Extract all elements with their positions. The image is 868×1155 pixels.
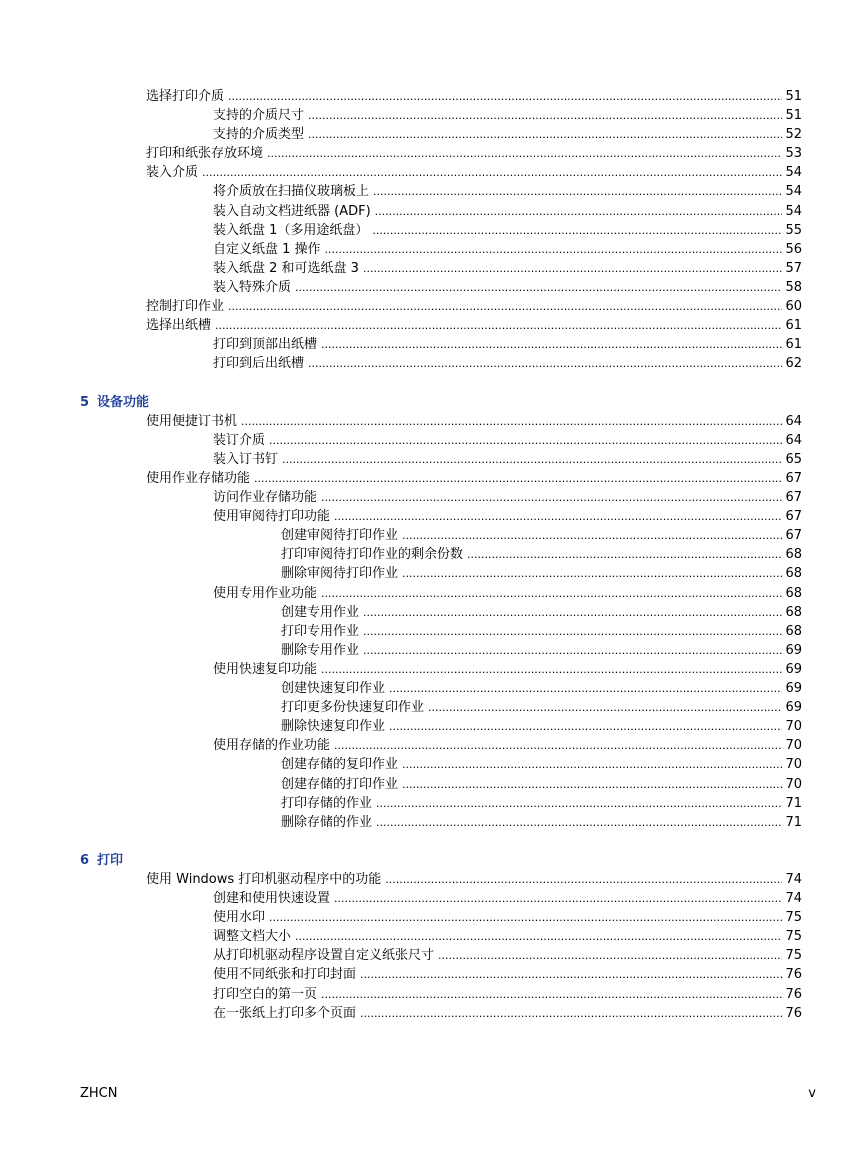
chapter-title: 打印 [97,852,124,868]
toc-entry-level-3[interactable] [281,813,802,832]
dot-leader [363,603,782,622]
dot-leader [228,297,782,316]
toc-entry-level-2[interactable] [213,182,802,201]
toc-entry-title: 打印和纸张存放环境 [146,146,264,161]
toc-entry-title: 装订介质 [213,433,266,448]
toc-entry-level-3[interactable] [281,526,802,545]
toc-entry-title: 使用专用作业功能 [213,586,318,601]
dot-leader [202,163,782,182]
dot-leader [321,488,782,507]
dot-leader [269,908,782,927]
toc-entry-level-1[interactable] [146,316,802,335]
dot-leader [389,717,782,736]
toc-entry-level-2[interactable] [213,946,802,965]
toc-entry-page: 64 [785,433,802,448]
toc-entry-page: 67 [785,490,802,505]
dot-leader [325,240,783,259]
toc-entry-title: 将介质放在扫描仪玻璃板上 [213,184,370,199]
dot-leader [402,526,782,545]
toc-entry-page: 74 [785,872,802,887]
toc-entry-page: 69 [785,681,802,696]
toc-entry-level-2[interactable] [213,240,802,259]
toc-entry-title: 装入介质 [146,165,199,180]
toc-entry-title: 删除专用作业 [281,643,360,658]
chapter-heading[interactable] [80,393,149,412]
toc-entry-level-2[interactable] [213,125,802,144]
toc-entry-page: 70 [785,777,802,792]
toc-entry-title: 打印存储的作业 [281,796,373,811]
toc-entry-page: 64 [785,414,802,429]
toc-entry-level-3[interactable] [281,717,802,736]
toc-entry-page: 53 [785,146,802,161]
dot-leader [467,545,782,564]
chapter-number: 5 [80,394,90,410]
dot-leader [321,335,782,354]
dot-leader [308,354,782,373]
toc-entry-level-3[interactable] [281,794,802,813]
dot-leader [375,202,783,221]
dot-leader [321,985,782,1004]
toc-entry-page: 54 [785,184,802,199]
toc-entry-page: 51 [785,108,802,123]
toc-entry-title: 打印更多份快速复印作业 [281,700,425,715]
toc-entry-page: 70 [785,757,802,772]
toc-entry-level-3[interactable] [281,641,802,660]
toc-entry-level-2[interactable] [213,584,802,603]
toc-entry-title: 使用作业存储功能 [146,471,251,486]
toc-entry-title: 使用快速复印功能 [213,662,318,677]
toc-entry-level-3[interactable] [281,698,802,717]
toc-entry-title: 打印到顶部出纸槽 [213,337,318,352]
dot-leader [241,412,782,431]
toc-entry-title: 使用存储的作业功能 [213,738,331,753]
dot-leader [269,431,782,450]
dot-leader [438,946,782,965]
toc-entry-level-3[interactable] [281,755,802,774]
dot-leader [295,927,782,946]
toc-entry-level-2[interactable] [213,927,802,946]
toc-entry-level-1[interactable] [146,412,802,431]
toc-entry-level-2[interactable] [213,908,802,927]
toc-entry-page: 67 [785,528,802,543]
dot-leader [363,641,782,660]
toc-entry-title: 装入纸盘 2 和可选纸盘 3 [213,261,359,276]
toc-entry-page: 69 [785,700,802,715]
toc-entry-level-3[interactable] [281,622,802,641]
toc-entry-page: 76 [785,967,802,982]
toc-entry-page: 68 [785,624,802,639]
toc-entry-title: 控制打印作业 [146,299,225,314]
toc-entry-level-2[interactable] [213,488,802,507]
toc-entry-title: 删除快速复印作业 [281,719,386,734]
toc-entry-title: 删除审阅待打印作业 [281,566,399,581]
toc-entry-level-2[interactable] [213,106,802,125]
dot-leader [385,870,782,889]
toc-entry-page: 71 [785,796,802,811]
dot-leader [360,965,782,984]
toc-entry-page: 68 [785,547,802,562]
toc-entry-page: 57 [785,261,802,276]
dot-leader [360,1004,782,1023]
toc-entry-title: 支持的介质尺寸 [213,108,305,123]
toc-entry-level-3[interactable] [281,564,802,583]
toc-entry-title: 使用水印 [213,910,266,925]
toc-entry-title: 打印专用作业 [281,624,360,639]
toc-entry-level-2[interactable] [213,354,802,373]
dot-leader [334,507,782,526]
toc-entry-level-1[interactable] [146,163,802,182]
dot-leader [267,144,782,163]
toc-entry-page: 76 [785,1006,802,1021]
toc-entry-title: 从打印机驱动程序设置自定义纸张尺寸 [213,948,435,963]
toc-entry-title: 使用便捷订书机 [146,414,238,429]
toc-entry-page: 75 [785,948,802,963]
toc-entry-title: 装入自动文档进纸器 (ADF) [213,204,371,219]
toc-entry-title: 自定义纸盘 1 操作 [213,242,321,257]
toc-entry-title: 创建存储的打印作业 [281,777,399,792]
dot-leader [363,259,783,278]
dot-leader [228,87,782,106]
toc-entry-level-2[interactable] [213,1004,802,1023]
toc-entry-title: 创建和使用快速设置 [213,891,331,906]
toc-entry-page: 58 [785,280,802,295]
toc-entry-page: 51 [785,89,802,104]
toc-entry-page: 55 [785,223,802,238]
chapter-title: 设备功能 [97,394,150,410]
dot-leader [376,794,782,813]
dot-leader [376,813,782,832]
dot-leader [308,106,782,125]
toc-entry-title: 调整文档大小 [213,929,292,944]
toc-entry-title: 选择打印介质 [146,89,225,104]
toc-entry-title: 打印审阅待打印作业的剩余份数 [281,547,464,562]
dot-leader [321,660,782,679]
toc-entry-page: 68 [785,586,802,601]
toc-entry-page: 61 [785,337,802,352]
toc-entry-title: 打印空白的第一页 [213,987,318,1002]
toc-entry-page: 56 [785,242,802,257]
toc-entry-page: 70 [785,719,802,734]
toc-entry-level-2[interactable] [213,736,802,755]
toc-entry-level-2[interactable] [213,431,802,450]
toc-entry-title: 使用不同纸张和打印封面 [213,967,357,982]
toc-entry-level-2[interactable] [213,278,802,297]
toc-entry-level-2[interactable] [213,335,802,354]
toc-entry-page: 62 [785,356,802,371]
toc-entry-title: 装入特殊介质 [213,280,292,295]
toc-entry-page: 75 [785,910,802,925]
dot-leader [389,679,782,698]
toc-entry-title: 在一张纸上打印多个页面 [213,1006,357,1021]
dot-leader [321,584,782,603]
toc-entry-title: 创建存储的复印作业 [281,757,399,772]
dot-leader [282,450,782,469]
dot-leader [295,278,782,297]
toc-entry-page: 75 [785,929,802,944]
toc-entry-page: 67 [785,471,802,486]
toc-entry-level-3[interactable] [281,603,802,622]
dot-leader [308,125,782,144]
dot-leader [334,889,782,908]
toc-entry-title: 删除存储的作业 [281,815,373,830]
toc-entry-level-2[interactable] [213,221,802,240]
footer-language-code: ZHCN [80,1086,118,1101]
toc-entry-level-1[interactable] [146,144,802,163]
toc-entry-title: 打印到后出纸槽 [213,356,305,371]
toc-entry-title: 创建审阅待打印作业 [281,528,399,543]
toc-entry-page: 68 [785,566,802,581]
dot-leader [215,316,782,335]
toc-entry-page: 74 [785,891,802,906]
toc-entry-level-3[interactable] [281,545,802,564]
toc-entry-title: 支持的介质类型 [213,127,305,142]
toc-entry-level-2[interactable] [213,889,802,908]
toc-entry-title: 使用 Windows 打印机驱动程序中的功能 [146,872,382,887]
dot-leader [428,698,782,717]
toc-entry-page: 76 [785,987,802,1002]
toc-entry-page: 61 [785,318,802,333]
dot-leader [373,182,782,201]
toc-entry-page: 54 [785,165,802,180]
dot-leader [402,755,782,774]
dot-leader [334,736,782,755]
toc-entry-page: 69 [785,662,802,677]
toc-entry-level-2[interactable] [213,450,802,469]
toc-entry-level-2[interactable] [213,965,802,984]
toc-entry-level-1[interactable] [146,87,802,106]
footer-page-number: v [808,1086,816,1101]
toc-entry-level-3[interactable] [281,679,802,698]
toc-entry-level-1[interactable] [146,870,802,889]
toc-entry-level-1[interactable] [146,469,802,488]
dot-leader [372,221,782,240]
toc-entry-page: 68 [785,605,802,620]
toc-entry-page: 67 [785,509,802,524]
toc-entry-page: 65 [785,452,802,467]
dot-leader [402,775,782,794]
toc-entry-title: 选择出纸槽 [146,318,212,333]
toc-entry-level-2[interactable] [213,985,802,1004]
toc-entry-level-2[interactable] [213,259,802,278]
toc-entry-page: 60 [785,299,802,314]
toc-entry-title: 装入纸盘 1（多用途纸盘） [213,223,369,238]
toc-entry-title: 创建快速复印作业 [281,681,386,696]
toc-entry-page: 54 [785,204,802,219]
toc-entry-page: 52 [785,127,802,142]
chapter-heading[interactable] [80,851,123,870]
toc-entry-page: 69 [785,643,802,658]
toc-entry-title: 创建专用作业 [281,605,360,620]
toc-entry-level-1[interactable] [146,297,802,316]
toc-entry-page: 70 [785,738,802,753]
dot-leader [254,469,782,488]
toc-entry-level-3[interactable] [281,775,802,794]
toc-entry-page: 71 [785,815,802,830]
chapter-number: 6 [80,852,90,868]
toc-entry-title: 装入订书钉 [213,452,279,467]
toc-entry-level-2[interactable] [213,202,802,221]
dot-leader [363,622,782,641]
dot-leader [402,564,782,583]
toc-entry-title: 访问作业存储功能 [213,490,318,505]
toc-entry-level-2[interactable] [213,660,802,679]
toc-entry-level-2[interactable] [213,507,802,526]
toc-entry-title: 使用审阅待打印功能 [213,509,331,524]
